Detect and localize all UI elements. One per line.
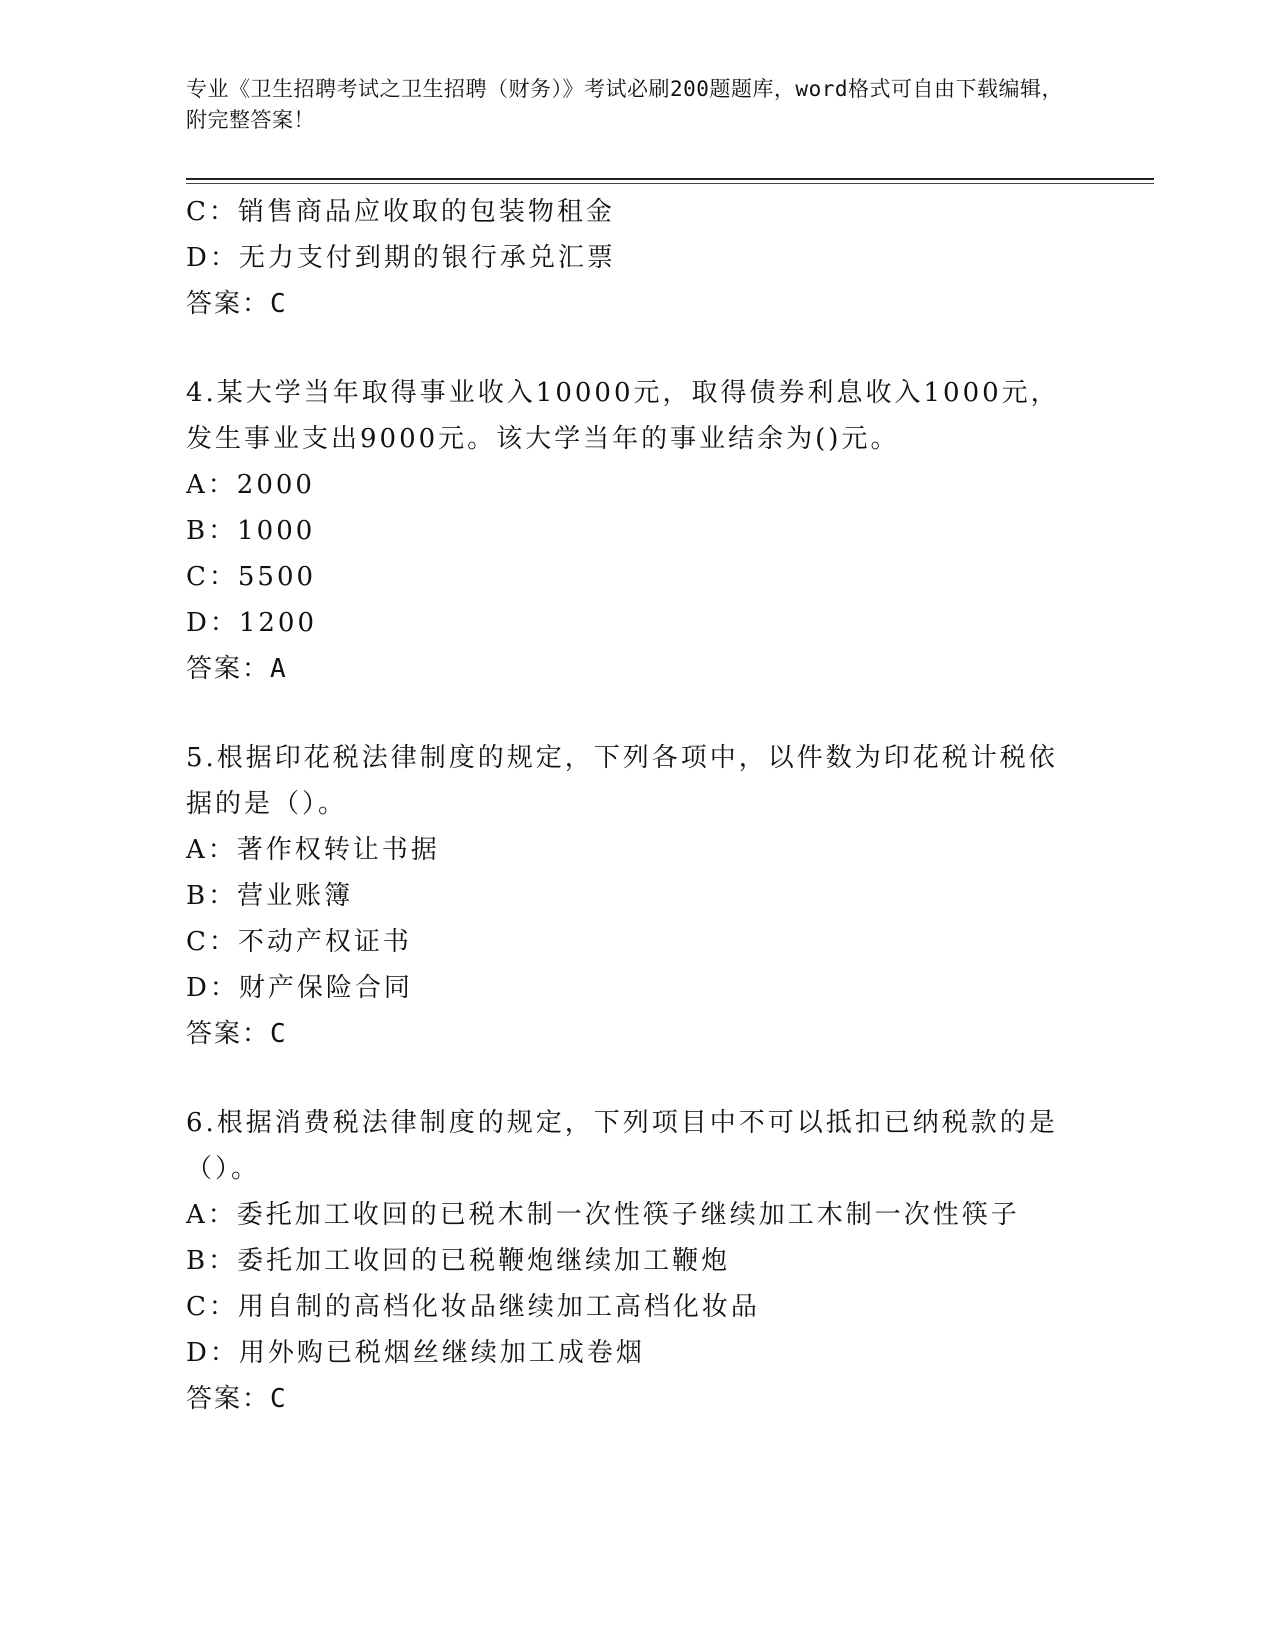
option-d: D：财产保险合同 [186, 973, 413, 1003]
question-text: 5.根据印花税法律制度的规定，下列各项中，以件数为印花税计税依据的是（）。 [186, 743, 1058, 819]
answer-value: C [270, 1019, 286, 1049]
option-c: C：销售商品应收取的包装物租金 [186, 197, 615, 227]
option-a: A：委托加工收回的已税木制一次性筷子继续加工木制一次性筷子 [186, 1200, 1020, 1230]
answer-value: C [270, 1384, 286, 1414]
answer-label: 答案： [186, 1019, 271, 1049]
question-text: 6.根据消费税法律制度的规定，下列项目中不可以抵扣已纳税款的是（）。 [186, 1108, 1058, 1184]
answer-value: A [270, 654, 286, 684]
document-header: 专业《卫生招聘考试之卫生招聘（财务）》考试必刷200题题库，word格式可自由下载编辑，附完整答案！ [186, 77, 1063, 132]
header-divider-thin [186, 183, 1154, 184]
question-list [186, 189, 1086, 1422]
answer-label: 答案： [186, 1384, 271, 1414]
header-divider-thick [186, 178, 1154, 180]
option-a: A：2000 [186, 470, 315, 500]
spacer [186, 1057, 1086, 1100]
option-b: B：委托加工收回的已税鞭炮继续加工鞭炮 [186, 1246, 731, 1276]
answer-label: 答案： [186, 289, 271, 319]
question-block [186, 1100, 1086, 1422]
option-c: C：用自制的高档化妆品继续加工高档化妆品 [186, 1292, 760, 1322]
option-d: D：用外购已税烟丝继续加工成卷烟 [186, 1338, 645, 1368]
option-b: B：1000 [186, 516, 316, 546]
answer-line [186, 646, 1086, 692]
option-a: A：著作权转让书据 [186, 835, 440, 865]
question-block [186, 370, 1086, 692]
answer-label: 答案： [186, 654, 271, 684]
option-c: C：5500 [186, 562, 317, 592]
option-b: B：营业账簿 [186, 881, 354, 911]
answer-line [186, 281, 1086, 327]
answer-line [186, 1376, 1086, 1422]
option-c: C：不动产权证书 [186, 927, 412, 957]
question-block-continued [186, 189, 1086, 327]
question-block [186, 735, 1086, 1057]
answer-line [186, 1011, 1086, 1057]
spacer [186, 327, 1086, 370]
answer-value: C [270, 289, 286, 319]
option-d: D：1200 [186, 608, 318, 638]
question-text: 4.某大学当年取得事业收入10000元，取得债券利息收入1000元，发生事业支出9000元。该大学当年的事业结余为()元。 [186, 378, 1060, 454]
option-d: D：无力支付到期的银行承兑汇票 [186, 243, 616, 273]
spacer [186, 692, 1086, 735]
